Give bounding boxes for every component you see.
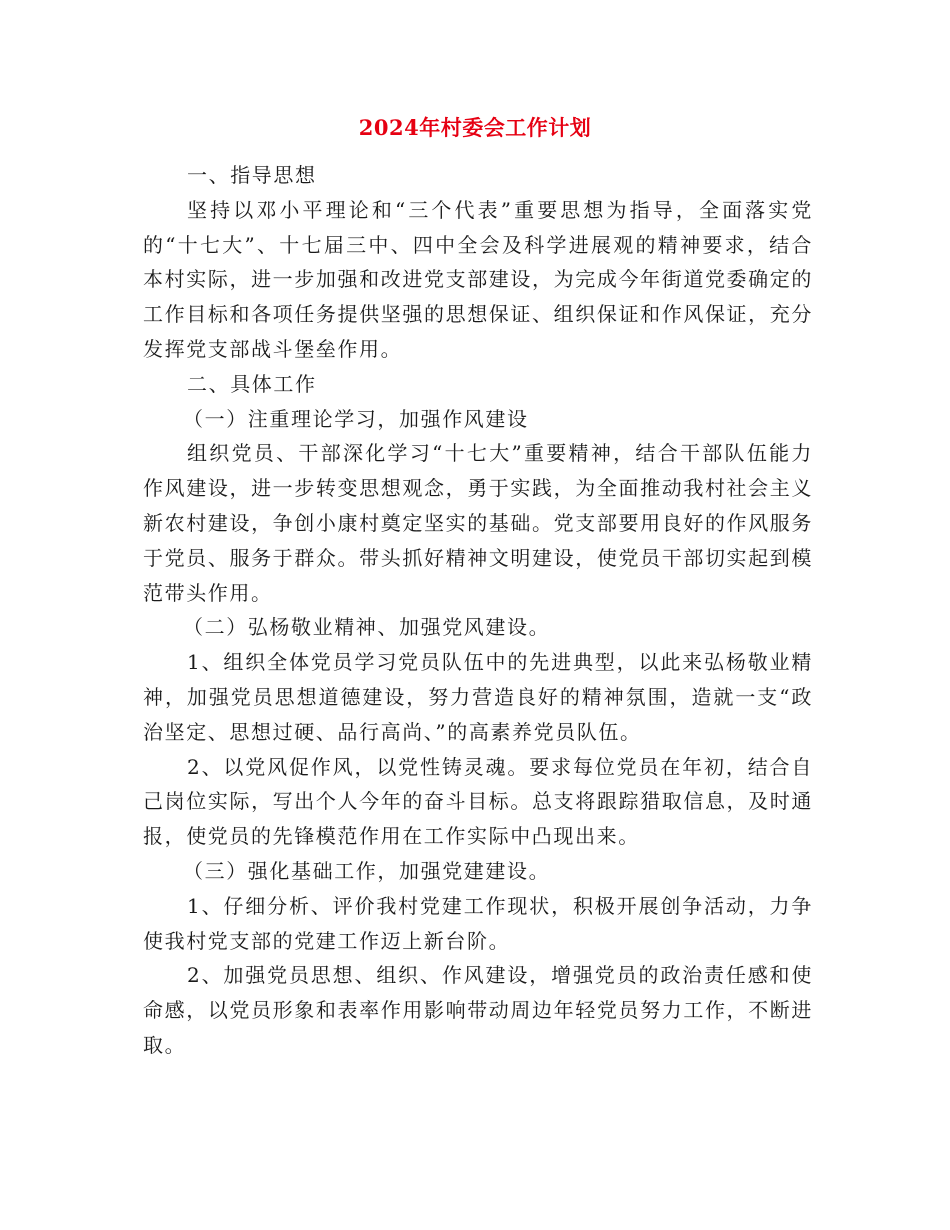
paragraph-item-2-1: 1、组织全体党员学习党员队伍中的先进典型，以此来弘杨敬业精神，加强党员思想道德建设，努力营造良好的精神氛围，造就一支“政治坚定、思想过硬、品行高尚、”的高素养党员队伍。 (143, 650, 813, 744)
document-body (143, 158, 813, 1063)
subsection-heading-2: （二）弘杨敬业精神、加强党风建设。 (183, 615, 551, 640)
section-heading-specific-work: 二、具体工作 (187, 371, 317, 396)
paragraph-guiding-ideology: 坚持以邓小平理论和“三个代表”重要思想为指导，全面落实党的“十七大”、十七届三中、四中全会及科学进展观的精神要求，结合本村实际，进一步加强和改进党支部建设，为完成今年街道党委确定的工作目标和各项任务提供坚强的思想保证、组织保证和作风保证，充分发挥党支部战斗堡垒作用。 (143, 197, 813, 361)
subsection-heading-3: （三）强化基础工作，加强党建建设。 (183, 858, 551, 883)
paragraph-item-2-2: 2、以党风促作风，以党性铸灵魂。要求每位党员在年初，结合自己岗位实际，写出个人今年的奋斗目标。总支将跟踪猎取信息，及时通报，使党员的先锋模范作用在工作实际中凸现出来。 (143, 754, 813, 849)
subsection-heading-1: （一）注重理论学习，加强作风建设 (183, 406, 529, 431)
section-heading-guiding-ideology: 一、指导思想 (187, 163, 317, 187)
paragraph-item-3-1: 1、仔细分析、评价我村党建工作现状，积极开展创争活动，力争使我村党支部的党建工作迈上新台阶。 (143, 893, 813, 953)
paragraph-theory-study: 组织党员、干部深化学习“十七大”重要精神，结合干部队伍能力作风建设，进一步转变思想观念，勇于实践，为全面推动我村社会主义新农村建设，争创小康村奠定坚实的基础。党支部要用良好的作风服务于党员、服务于群众。带头抓好精神文明建设，使党员干部切实起到模范带头作用。 (143, 441, 813, 605)
document-title: 2024年村委会工作计划 (358, 115, 592, 140)
paragraph-item-3-2: 2、加强党员思想、组织、作风建设，增强党员的政治责任感和使命感，以党员形象和表率作用影响带动周边年轻党员努力工作，不断进取。 (143, 963, 813, 1057)
